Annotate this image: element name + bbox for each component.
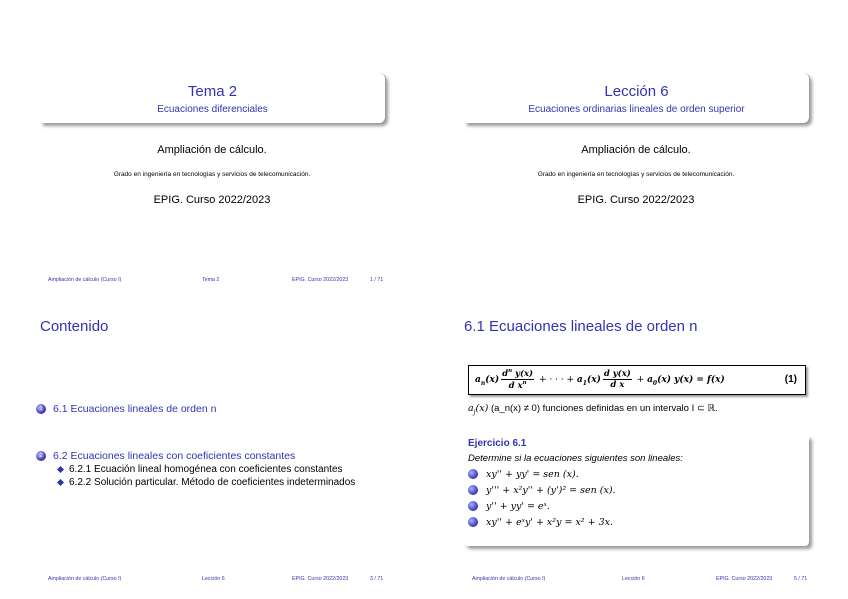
section-number-ball: 2 — [36, 451, 46, 461]
bullet-ball-icon — [468, 485, 478, 495]
slide-title: Tema 2 — [187, 83, 238, 100]
exercise-item: y'' + yy' = eˣ. — [468, 501, 550, 512]
degree-name: Grado en ingeniería en tecnologías y servicios de telecomunicación. — [537, 171, 735, 178]
exercise-block — [464, 436, 809, 546]
exercise-item: xy'' + yy' = sen (x). — [468, 469, 579, 480]
title-box — [40, 73, 385, 123]
footer-topic: Lección 6 — [202, 576, 225, 582]
bullet-ball-icon — [468, 501, 478, 511]
equation-number: (1) — [784, 374, 797, 385]
equation-box — [468, 365, 806, 395]
footer-course: EPIG. Curso 2022/2023 — [292, 576, 349, 582]
slide-3 — [0, 299, 424, 598]
exercise-item: xy'' + eˣy' + x²y = x² + 3x. — [468, 517, 613, 528]
equation-note-text: (a_n(x) ≠ 0) funciones definidas en un intervalo I ⊂ ℝ. — [490, 403, 718, 414]
footer-page: 5 / 71 — [794, 576, 808, 582]
course-name: EPIG. Curso 2022/2023 — [577, 194, 695, 206]
equation-note: $a_j(x)$ (a_n(x) ≠ 0) funciones definidas en un intervalo I ⊂ ℝ. — [468, 403, 718, 416]
slide-4 — [424, 299, 848, 598]
toc-subsection-label: 6.2.2 Solución particular. Método de coeficientes indeterminados — [69, 477, 356, 488]
footer-topic: Tema 2 — [202, 277, 220, 283]
exercise-title: Ejercicio 6.1 — [468, 438, 527, 449]
frame-title: Contenido — [40, 318, 109, 335]
footer-course: EPIG. Curso 2022/2023 — [292, 277, 349, 283]
linear-ode-equation: $a_n(x)$ $\frac{d^n y(x)}{d x^n}$ + · · · + $a_1(x)$ $\frac{\text{d y(x)}}{\text{d x}}$ + $a_0(x) y(x) = f(x)$ — [475, 368, 725, 391]
section-number-ball: 1 — [36, 404, 46, 414]
subject-name: Ampliación de cálculo. — [581, 144, 691, 156]
toc-section-1[interactable] — [36, 403, 216, 415]
degree-name: Grado en ingeniería en tecnologías y servicios de telecomunicación. — [113, 171, 311, 178]
toc-subsection-2[interactable] — [58, 477, 355, 488]
slide-subtitle: Ecuaciones ordinarias lineales de orden superior — [528, 104, 745, 115]
toc-section-2[interactable] — [36, 450, 295, 462]
bullet-ball-icon — [468, 469, 478, 479]
footer-page: 1 / 71 — [370, 277, 384, 283]
exercise-prompt: Determine si la ecuaciones siguientes son lineales: — [468, 453, 683, 464]
footer-page: 3 / 71 — [370, 576, 384, 582]
subject-name: Ampliación de cálculo. — [157, 144, 267, 156]
slide-footer — [424, 576, 848, 586]
footer-topic: Lección 6 — [622, 576, 645, 582]
toc-section-label: 6.2 Ecuaciones lineales con coeficientes constantes — [53, 450, 296, 462]
bullet-ball-icon — [468, 517, 478, 527]
exercise-item: y''' + x²y'' + (y')² = sen (x). — [468, 485, 616, 496]
slide-footer — [0, 576, 424, 586]
slide-2 — [424, 0, 848, 299]
title-box — [464, 73, 809, 123]
toc-subsection-label: 6.2.1 Ecuación lineal homogénea con coeficientes constantes — [69, 464, 343, 475]
diamond-bullet-icon — [57, 479, 64, 486]
toc-subsection-1[interactable] — [58, 464, 343, 475]
footer-subject: Ampliación de cálculo (Curso I) — [48, 576, 122, 582]
footer-subject: Ampliación de cálculo (Curso I) — [472, 576, 546, 582]
diamond-bullet-icon — [57, 466, 64, 473]
course-name: EPIG. Curso 2022/2023 — [153, 194, 271, 206]
slide-footer — [0, 277, 424, 287]
slide-subtitle: Ecuaciones diferenciales — [157, 104, 268, 115]
slide-title: Lección 6 — [604, 83, 669, 100]
slide-1 — [0, 0, 424, 299]
footer-subject: Ampliación de cálculo (Curso I) — [48, 277, 122, 283]
footer-course: EPIG. Curso 2022/2023 — [716, 576, 773, 582]
toc-section-label: 6.1 Ecuaciones lineales de orden n — [53, 403, 217, 415]
frame-title: 6.1 Ecuaciones lineales de orden n — [464, 318, 698, 335]
